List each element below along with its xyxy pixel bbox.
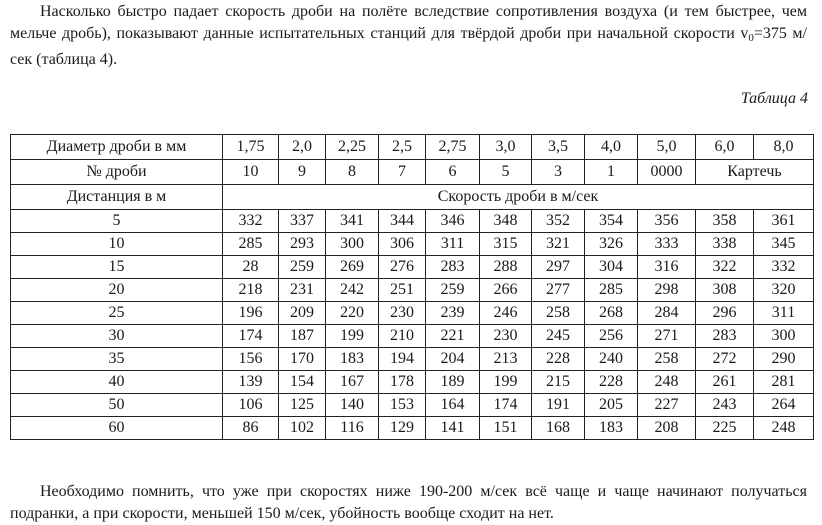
speed-cell: 258 bbox=[532, 302, 585, 325]
shot-number-cell: 1 bbox=[585, 160, 638, 185]
speed-cell: 248 bbox=[754, 417, 814, 440]
speed-cell: 344 bbox=[379, 210, 426, 233]
speed-cell: 154 bbox=[279, 371, 326, 394]
speed-cell: 304 bbox=[585, 256, 638, 279]
speed-cell: 178 bbox=[379, 371, 426, 394]
speed-cell: 209 bbox=[279, 302, 326, 325]
speed-cell: 341 bbox=[326, 210, 379, 233]
speed-cell: 225 bbox=[696, 417, 754, 440]
diameter-row bbox=[11, 135, 814, 160]
section-header-row bbox=[11, 185, 814, 210]
speed-cell: 354 bbox=[585, 210, 638, 233]
speed-cell: 281 bbox=[754, 371, 814, 394]
speed-cell: 153 bbox=[379, 394, 426, 417]
shot-number-cell: 7 bbox=[379, 160, 426, 185]
speed-label: Скорость дроби в м/сек bbox=[223, 185, 814, 210]
speed-cell: 261 bbox=[696, 371, 754, 394]
speed-cell: 156 bbox=[223, 348, 279, 371]
speed-cell: 228 bbox=[532, 348, 585, 371]
speed-cell: 204 bbox=[426, 348, 480, 371]
speed-cell: 285 bbox=[223, 233, 279, 256]
speed-cell: 345 bbox=[754, 233, 814, 256]
speed-cell: 215 bbox=[532, 371, 585, 394]
table-row bbox=[11, 256, 814, 279]
speed-cell: 240 bbox=[585, 348, 638, 371]
shot-number-cell: 0000 bbox=[638, 160, 696, 185]
diameter-cell: 2,75 bbox=[426, 135, 480, 160]
speed-cell: 174 bbox=[480, 394, 532, 417]
outro-paragraph: Необходимо помнить, что уже при скоростях ниже 190-200 м/сек всё чаще и чаще начинают получаться подранки, а при скорости, меньшей 150 м/сек, убойность вообще сходит на нет. bbox=[10, 483, 807, 522]
shot-number-cell: 9 bbox=[279, 160, 326, 185]
speed-cell: 170 bbox=[279, 348, 326, 371]
speed-cell: 205 bbox=[585, 394, 638, 417]
speed-cell: 227 bbox=[638, 394, 696, 417]
speed-cell: 230 bbox=[379, 302, 426, 325]
distance-cell: 50 bbox=[11, 394, 223, 417]
shot-number-cell: 5 bbox=[480, 160, 532, 185]
speed-cell: 321 bbox=[532, 233, 585, 256]
speed-cell: 139 bbox=[223, 371, 279, 394]
speed-cell: 246 bbox=[480, 302, 532, 325]
speed-cell: 102 bbox=[279, 417, 326, 440]
diameter-cell: 6,0 bbox=[696, 135, 754, 160]
shot-number-cell: 8 bbox=[326, 160, 379, 185]
speed-cell: 183 bbox=[326, 348, 379, 371]
speed-cell: 348 bbox=[480, 210, 532, 233]
shot-speed-table bbox=[10, 134, 814, 440]
speed-cell: 356 bbox=[638, 210, 696, 233]
speed-cell: 251 bbox=[379, 279, 426, 302]
speed-cell: 213 bbox=[480, 348, 532, 371]
speed-cell: 86 bbox=[223, 417, 279, 440]
speed-cell: 259 bbox=[426, 279, 480, 302]
speed-cell: 361 bbox=[754, 210, 814, 233]
speed-cell: 167 bbox=[326, 371, 379, 394]
speed-cell: 283 bbox=[426, 256, 480, 279]
speed-cell: 243 bbox=[696, 394, 754, 417]
speed-cell: 116 bbox=[326, 417, 379, 440]
distance-cell: 15 bbox=[11, 256, 223, 279]
diameter-cell: 8,0 bbox=[754, 135, 814, 160]
table-row bbox=[11, 210, 814, 233]
table-row bbox=[11, 325, 814, 348]
speed-cell: 208 bbox=[638, 417, 696, 440]
speed-cell: 183 bbox=[585, 417, 638, 440]
distance-label: Дистанция в м bbox=[11, 185, 223, 210]
table-row bbox=[11, 279, 814, 302]
speed-cell: 293 bbox=[279, 233, 326, 256]
shot-number-cell: 6 bbox=[426, 160, 480, 185]
speed-cell: 168 bbox=[532, 417, 585, 440]
speed-cell: 315 bbox=[480, 233, 532, 256]
shot-number-cell: 10 bbox=[223, 160, 279, 185]
speed-cell: 306 bbox=[379, 233, 426, 256]
speed-cell: 106 bbox=[223, 394, 279, 417]
speed-cell: 272 bbox=[696, 348, 754, 371]
distance-cell: 20 bbox=[11, 279, 223, 302]
speed-cell: 284 bbox=[638, 302, 696, 325]
speed-cell: 164 bbox=[426, 394, 480, 417]
distance-cell: 30 bbox=[11, 325, 223, 348]
speed-cell: 358 bbox=[696, 210, 754, 233]
diameter-cell: 3,0 bbox=[480, 135, 532, 160]
speed-cell: 220 bbox=[326, 302, 379, 325]
speed-cell: 268 bbox=[585, 302, 638, 325]
speed-cell: 140 bbox=[326, 394, 379, 417]
speed-cell: 129 bbox=[379, 417, 426, 440]
diameter-cell: 5,0 bbox=[638, 135, 696, 160]
intro-text: Насколько быстро падает скорость дроби на полёте вследствие сопротивления воздуха (и тем быстрее, чем мельче дробь), показывают данные испытательных станций для твёрдой дроби при начальной скорости v bbox=[10, 3, 807, 42]
speed-cell: 283 bbox=[696, 325, 754, 348]
speed-cell: 297 bbox=[532, 256, 585, 279]
velocity-subscript: 0 bbox=[748, 32, 754, 44]
speed-cell: 311 bbox=[754, 302, 814, 325]
speed-cell: 332 bbox=[754, 256, 814, 279]
speed-cell: 337 bbox=[279, 210, 326, 233]
diameter-cell: 3,5 bbox=[532, 135, 585, 160]
speed-cell: 218 bbox=[223, 279, 279, 302]
speed-cell: 245 bbox=[532, 325, 585, 348]
speed-cell: 296 bbox=[696, 302, 754, 325]
intro-paragraph bbox=[10, 1, 807, 71]
speed-cell: 259 bbox=[279, 256, 326, 279]
speed-cell: 269 bbox=[326, 256, 379, 279]
speed-cell: 285 bbox=[585, 279, 638, 302]
speed-cell: 311 bbox=[426, 233, 480, 256]
speed-cell: 258 bbox=[638, 348, 696, 371]
speed-cell: 125 bbox=[279, 394, 326, 417]
distance-cell: 25 bbox=[11, 302, 223, 325]
diameter-cell: 2,25 bbox=[326, 135, 379, 160]
speed-cell: 239 bbox=[426, 302, 480, 325]
speed-cell: 221 bbox=[426, 325, 480, 348]
speed-cell: 300 bbox=[754, 325, 814, 348]
table-row bbox=[11, 371, 814, 394]
distance-cell: 60 bbox=[11, 417, 223, 440]
diameter-cell: 2,5 bbox=[379, 135, 426, 160]
speed-cell: 199 bbox=[326, 325, 379, 348]
intro-text-end: =375 м/сек (таблица 4). bbox=[10, 25, 807, 68]
distance-cell: 5 bbox=[11, 210, 223, 233]
speed-cell: 266 bbox=[480, 279, 532, 302]
speed-cell: 338 bbox=[696, 233, 754, 256]
diameter-cell: 1,75 bbox=[223, 135, 279, 160]
distance-cell: 40 bbox=[11, 371, 223, 394]
speed-cell: 187 bbox=[279, 325, 326, 348]
speed-cell: 151 bbox=[480, 417, 532, 440]
speed-cell: 28 bbox=[223, 256, 279, 279]
speed-cell: 210 bbox=[379, 325, 426, 348]
shot-number-row bbox=[11, 160, 814, 185]
table-row bbox=[11, 394, 814, 417]
shot-number-label: № дроби bbox=[11, 160, 223, 185]
speed-cell: 228 bbox=[585, 371, 638, 394]
buckshot-label: Картечь bbox=[696, 160, 814, 185]
speed-cell: 174 bbox=[223, 325, 279, 348]
speed-cell: 290 bbox=[754, 348, 814, 371]
speed-cell: 242 bbox=[326, 279, 379, 302]
speed-cell: 199 bbox=[480, 371, 532, 394]
table-row bbox=[11, 417, 814, 440]
speed-cell: 191 bbox=[532, 394, 585, 417]
speed-cell: 277 bbox=[532, 279, 585, 302]
speed-cell: 231 bbox=[279, 279, 326, 302]
speed-cell: 230 bbox=[480, 325, 532, 348]
table-row bbox=[11, 348, 814, 371]
speed-cell: 322 bbox=[696, 256, 754, 279]
table-row bbox=[11, 233, 814, 256]
speed-cell: 316 bbox=[638, 256, 696, 279]
speed-cell: 298 bbox=[638, 279, 696, 302]
speed-cell: 332 bbox=[223, 210, 279, 233]
speed-cell: 333 bbox=[638, 233, 696, 256]
speed-cell: 248 bbox=[638, 371, 696, 394]
speed-cell: 276 bbox=[379, 256, 426, 279]
diameter-cell: 4,0 bbox=[585, 135, 638, 160]
speed-cell: 326 bbox=[585, 233, 638, 256]
speed-cell: 300 bbox=[326, 233, 379, 256]
diameter-label: Диаметр дроби в мм bbox=[11, 135, 223, 160]
distance-cell: 35 bbox=[11, 348, 223, 371]
speed-cell: 256 bbox=[585, 325, 638, 348]
speed-cell: 320 bbox=[754, 279, 814, 302]
speed-cell: 308 bbox=[696, 279, 754, 302]
diameter-cell: 2,0 bbox=[279, 135, 326, 160]
speed-cell: 189 bbox=[426, 371, 480, 394]
table-row bbox=[11, 302, 814, 325]
speed-cell: 288 bbox=[480, 256, 532, 279]
speed-cell: 194 bbox=[379, 348, 426, 371]
speed-cell: 264 bbox=[754, 394, 814, 417]
distance-cell: 10 bbox=[11, 233, 223, 256]
speed-cell: 141 bbox=[426, 417, 480, 440]
table-caption: Таблица 4 bbox=[740, 90, 808, 107]
speed-cell: 271 bbox=[638, 325, 696, 348]
speed-cell: 196 bbox=[223, 302, 279, 325]
speed-cell: 352 bbox=[532, 210, 585, 233]
speed-cell: 346 bbox=[426, 210, 480, 233]
shot-number-cell: 3 bbox=[532, 160, 585, 185]
